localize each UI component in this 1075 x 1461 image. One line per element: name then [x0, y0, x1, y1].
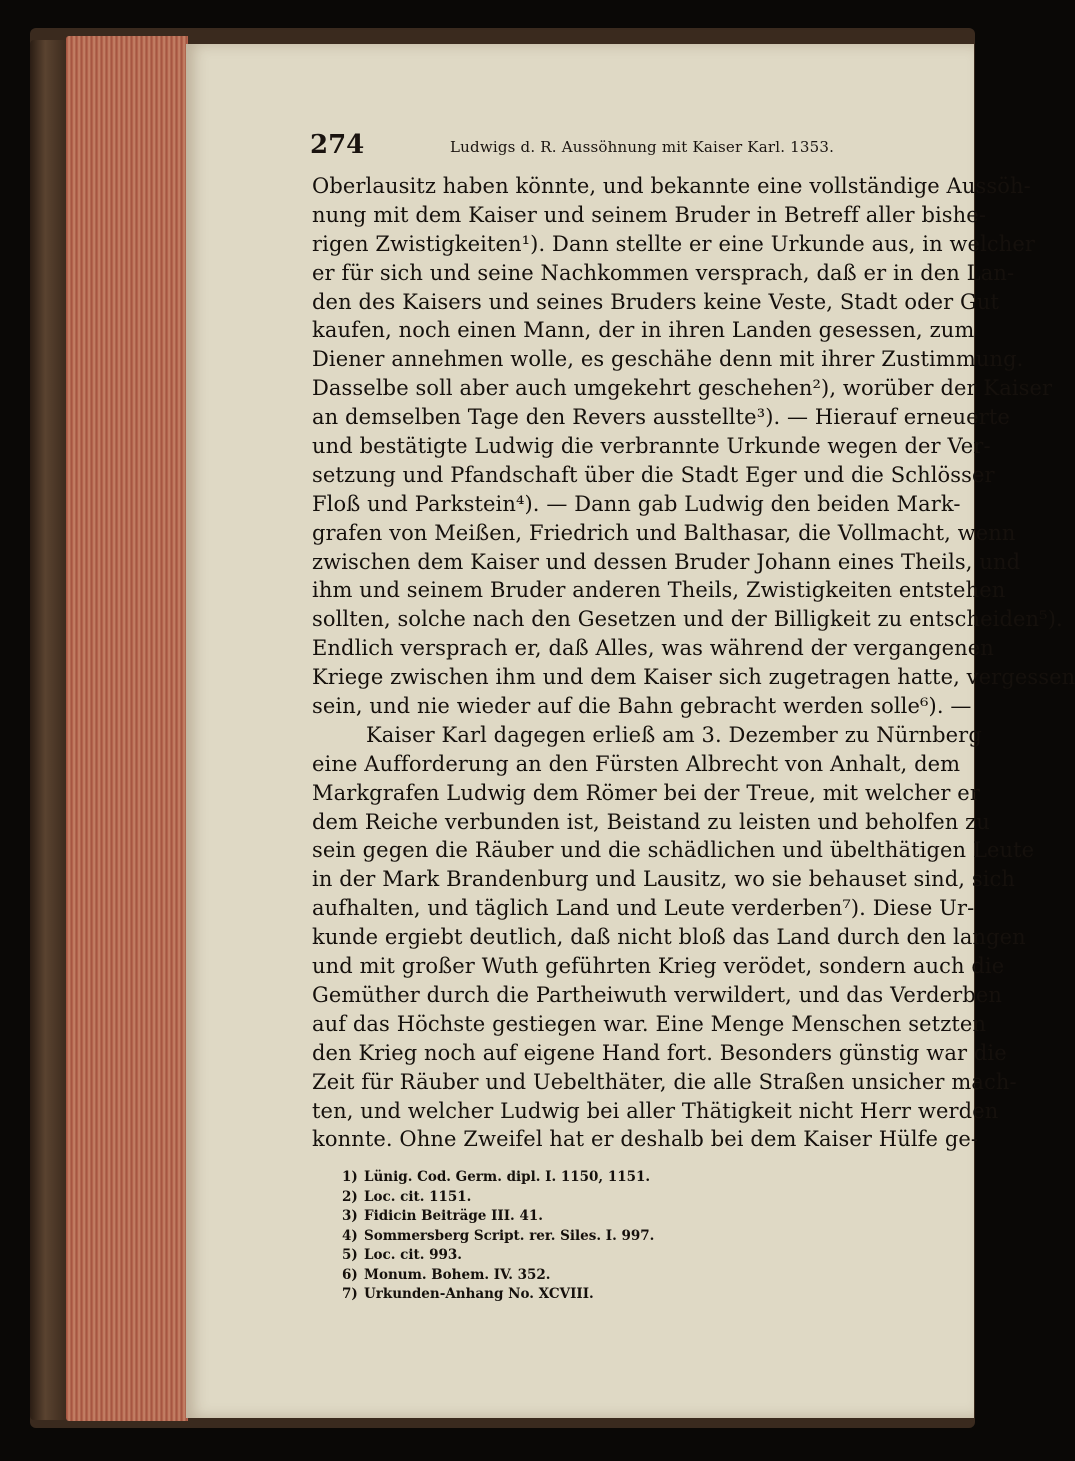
- body-text: [312, 172, 1075, 1154]
- footnote-text: Monum. Bohem. IV. 352.: [364, 1266, 551, 1283]
- footnote: [342, 1285, 762, 1305]
- footnote-number: 7): [342, 1286, 358, 1302]
- text-line: an demselben Tage den Revers ausstellte³). — Hierauf erneuerte: [312, 405, 1010, 430]
- footnote-number: 4): [342, 1227, 358, 1244]
- text-line: aufhalten, und täglich Land und Leute verderben⁷). Diese Ur-: [312, 896, 975, 921]
- text-line: setzung und Pfandschaft über die Stadt Eger und die Schlösser: [312, 462, 995, 487]
- footnote-number: 5): [342, 1247, 358, 1263]
- text-line: grafen von Meißen, Friedrich und Balthasar, die Vollmacht, wenn: [312, 520, 1016, 545]
- text-line: ten, und welcher Ludwig bei aller Thätigkeit nicht Herr werden: [312, 1098, 999, 1123]
- text-line: Zeit für Räuber und Uebelthäter, die alle Straßen unsicher mach-: [312, 1069, 1017, 1094]
- footnote-text: Fidicin Beiträge III. 41.: [364, 1208, 543, 1224]
- footnote: [342, 1207, 762, 1227]
- text-line: sein, und nie wieder auf die Bahn gebracht werden solle⁶). —: [312, 694, 972, 719]
- text-line: eine Aufforderung an den Fürsten Albrecht von Anhalt, dem: [312, 751, 961, 776]
- page-number: 274: [310, 130, 365, 160]
- footnote: [342, 1246, 762, 1266]
- page-header: [310, 130, 835, 164]
- text-line: Kaiser Karl dagegen erließ am 3. Dezember zu Nürnberg: [366, 722, 982, 747]
- text-line: kaufen, noch einen Mann, der in ihren Landen gesessen, zum: [312, 318, 975, 343]
- footnote-text: Loc. cit. 993.: [364, 1247, 462, 1263]
- text-line: nung mit dem Kaiser und seinem Bruder in Betreff aller bishe-: [312, 202, 987, 227]
- text-line: und mit großer Wuth geführten Krieg verödet, sondern auch die: [312, 954, 1005, 979]
- footnote-text: Urkunden-Anhang No. XCVIII.: [364, 1286, 594, 1302]
- book-spine: [30, 40, 68, 1420]
- text-line: dem Reiche verbunden ist, Beistand zu leisten und beholfen zu: [312, 809, 990, 834]
- text-line: Kriege zwischen ihm und dem Kaiser sich zugetragen hatte, vergessen: [312, 665, 1075, 690]
- text-line: und bestätigte Ludwig die verbrannte Urkunde wegen der Ver-: [312, 434, 991, 459]
- text-line: sollten, solche nach den Gesetzen und der Billigkeit zu entscheiden⁵).: [312, 607, 1063, 632]
- footnote-number: 3): [342, 1208, 358, 1224]
- text-line: Dasselbe soll aber auch umgekehrt geschehen²), worüber der Kaiser: [312, 376, 1053, 401]
- text-line: ihm und seinem Bruder anderen Theils, Zwistigkeiten entstehen: [312, 578, 1006, 603]
- running-title: Ludwigs d. R. Aussöhnung mit Kaiser Karl. 1353.: [450, 138, 835, 156]
- footnote-number: 6): [342, 1266, 358, 1283]
- text-line: Endlich versprach er, daß Alles, was während der vergangenen: [312, 636, 994, 661]
- footnotes: [342, 1168, 762, 1305]
- text-line: Floß und Parkstein⁴). — Dann gab Ludwig den beiden Mark-: [312, 491, 961, 516]
- footnote: [342, 1168, 762, 1188]
- text-line: zwischen dem Kaiser und dessen Bruder Johann eines Theils, und: [312, 549, 1021, 574]
- text-line: auf das Höchste gestiegen war. Eine Menge Menschen setzten: [312, 1011, 987, 1036]
- text-line: konnte. Ohne Zweifel hat er deshalb bei dem Kaiser Hülfe ge-: [312, 1127, 979, 1152]
- footnote: [342, 1227, 762, 1247]
- footnote: [342, 1188, 762, 1208]
- text-line: den des Kaisers und seines Bruders keine Veste, Stadt oder Gut: [312, 289, 1000, 314]
- text-line: kunde ergiebt deutlich, daß nicht bloß das Land durch den langen: [312, 925, 1026, 950]
- text-line: in der Mark Brandenburg und Lausitz, wo sie behauset sind, sich: [312, 867, 1016, 892]
- footnote-text: Loc. cit. 1151.: [364, 1188, 472, 1205]
- text-line: Markgrafen Ludwig dem Römer bei der Treue, mit welcher er: [312, 780, 980, 805]
- text-line: Diener annehmen wolle, es geschähe denn mit ihrer Zustimmung.: [312, 347, 1024, 372]
- footnote: [342, 1266, 762, 1286]
- text-line: Oberlausitz haben könnte, und bekannte eine vollständige Aussöh-: [312, 174, 1031, 198]
- text-line: er für sich und seine Nachkommen versprach, daß er in den Lan-: [312, 260, 1015, 285]
- footnote-number: 1): [342, 1169, 358, 1185]
- page-edges: [66, 36, 188, 1421]
- text-line: sein gegen die Räuber und die schädlichen und übelthätigen Leute: [312, 838, 1035, 863]
- footnote-text: Sommersberg Script. rer. Siles. I. 997.: [364, 1227, 655, 1244]
- text-line: Gemüther durch die Partheiwuth verwildert, und das Verderben: [312, 982, 1002, 1007]
- footnote-number: 2): [342, 1188, 358, 1205]
- text-line: rigen Zwistigkeiten¹). Dann stellte er eine Urkunde aus, in welcher: [312, 231, 1036, 256]
- footnote-text: Lünig. Cod. Germ. dipl. I. 1150, 1151.: [364, 1169, 651, 1185]
- text-line: den Krieg noch auf eigene Hand fort. Besonders günstig war die: [312, 1040, 1007, 1065]
